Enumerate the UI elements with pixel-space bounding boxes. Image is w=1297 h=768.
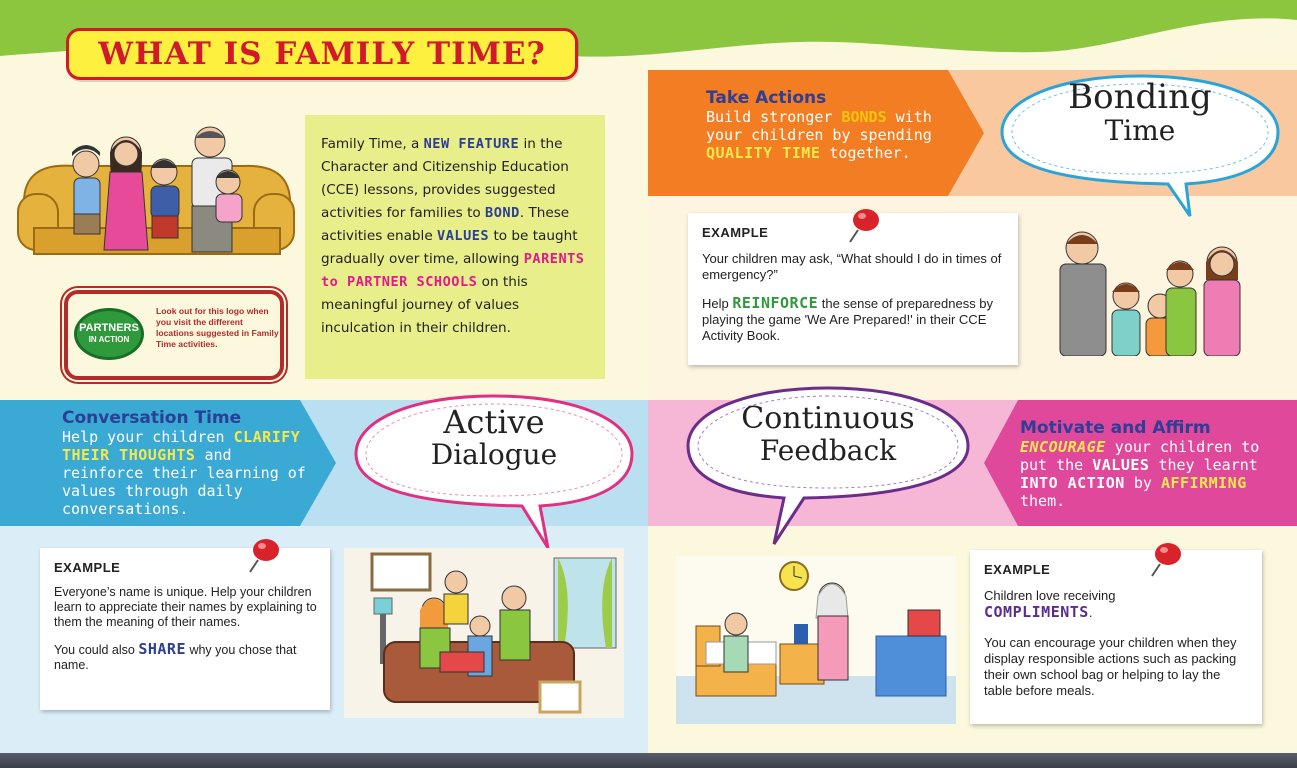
bonding-highlight-bonds: BONDS (841, 108, 887, 126)
bonding-example-label: EXAMPLE (702, 225, 769, 240)
intro-text-1: Family Time, a (321, 136, 424, 152)
feedback-highlight-affirming: AFFIRMING (1160, 474, 1247, 492)
feedback-text-3: by (1124, 474, 1161, 492)
intro-text-3: . These activities enable (321, 205, 570, 244)
pushpin-icon (1148, 538, 1184, 578)
dialogue-text-2: and reinforce their learning of values through daily conversations. (62, 446, 306, 518)
bonding-bubble-line-1: Bonding (1068, 77, 1212, 117)
intro-highlight-new-feature: NEW FEATURE (423, 136, 520, 152)
feedback-text-4: them. (1020, 492, 1066, 510)
feedback-example-p2: You can encourage your children when they display responsible actions such as packing their own school bag or helping to lay the table before meals. (984, 635, 1237, 698)
intro-text-4: to be taught gradually over time, allowing (321, 228, 578, 267)
bonding-text-2: with your children by spending (706, 108, 932, 144)
logo-line-1: PARTNERS (79, 322, 139, 334)
dialogue-example-p2a: You could also (54, 643, 139, 657)
feedback-text-1: your children to put the (1020, 438, 1260, 474)
intro-highlight-bond: BOND (485, 205, 520, 221)
bonding-banner-title: Take Actions (706, 88, 827, 108)
feedback-highlight-encourage: ENCOURAGE (1020, 438, 1106, 456)
bonding-bubble-text (1040, 78, 1240, 146)
partners-in-action-logo (74, 308, 144, 360)
bedroom-illustration (676, 556, 956, 724)
family-standing-illustration (1040, 226, 1270, 356)
feedback-highlight-into-action: INTO ACTION (1020, 474, 1125, 492)
pushpin-icon (246, 534, 282, 574)
feedback-bubble-line-2: Feedback (759, 434, 897, 467)
dialogue-example-label: EXAMPLE (54, 560, 121, 575)
feedback-highlight-values: VALUES (1092, 456, 1150, 474)
logo-line-2: IN ACTION (88, 335, 130, 344)
family-sofa-illustration (14, 122, 298, 272)
bonding-highlight-quality-time: QUALITY TIME (706, 144, 821, 162)
dialogue-banner-title: Conversation Time (62, 408, 242, 428)
dialogue-bubble-line-2: Dialogue (430, 438, 558, 471)
bonding-example-reinforce: REINFORCE (732, 294, 819, 312)
feedback-example-compliments: COMPLIMENTS (984, 603, 1089, 621)
dialogue-example-share: SHARE (138, 640, 186, 658)
intro-highlight-values: VALUES (437, 228, 490, 244)
bonding-example-p2b: the sense of preparedness by playing the game 'We Are Prepared!' in their CCE Activity Book. (702, 296, 994, 343)
bottom-bar (0, 753, 1297, 768)
dialogue-bubble-line-1: Active (443, 403, 545, 441)
family-living-room-illustration (344, 548, 624, 718)
bonding-example-p2a: Help (702, 296, 733, 311)
dialogue-example-box (40, 548, 330, 710)
logo-callout-text: Look out for this logo when you visit the different locations suggested in Family Time activities. (156, 306, 279, 349)
feedback-banner-text (1020, 418, 1286, 510)
feedback-bubble-text (716, 402, 940, 466)
feedback-example-box (970, 550, 1262, 724)
dialogue-highlight-clarify: CLARIFY THEIR THOUGHTS (62, 428, 301, 464)
intro-text-5: on this meaningful journey of values inculcation in their children. (321, 274, 528, 336)
feedback-example-p1a: Children love receiving (984, 588, 1116, 603)
dialogue-banner-text (62, 408, 318, 518)
dialogue-example-p1: Everyone’s name is unique. Help your children learn to appreciate their names by explaining to them the meaning of their names. (54, 585, 317, 629)
pushpin-icon (846, 204, 882, 244)
bonding-banner-text (706, 88, 956, 162)
page-title-badge (66, 28, 578, 80)
bonding-text-3: together. (820, 144, 911, 162)
feedback-banner-title: Motivate and Affirm (1020, 418, 1211, 438)
feedback-example-p1b: . (1088, 605, 1093, 620)
partners-logo-callout (64, 290, 284, 380)
intro-highlight-parents: PARENTS to PARTNER SCHOOLS (321, 251, 585, 290)
feedback-text-2: they learnt (1149, 456, 1258, 474)
dialogue-example-p2b: why you chose that name. (54, 643, 297, 672)
intro-paragraph (305, 115, 605, 379)
dialogue-bubble-text (394, 404, 594, 470)
intro-text-2: in the Character and Citizenship Education (CCE) lessons, provides suggested activities for families to (321, 136, 569, 221)
feedback-bubble-line-1: Continuous (741, 401, 915, 436)
bonding-bubble-line-2: Time (1104, 114, 1176, 147)
bonding-text-1: Build stronger (706, 108, 842, 126)
bonding-example-p1: Your children may ask, “What should I do in times of emergency?” (702, 251, 1002, 282)
dialogue-text-1: Help your children (62, 428, 234, 446)
page-title: WHAT IS FAMILY TIME? (98, 36, 546, 72)
feedback-example-label: EXAMPLE (984, 562, 1051, 577)
